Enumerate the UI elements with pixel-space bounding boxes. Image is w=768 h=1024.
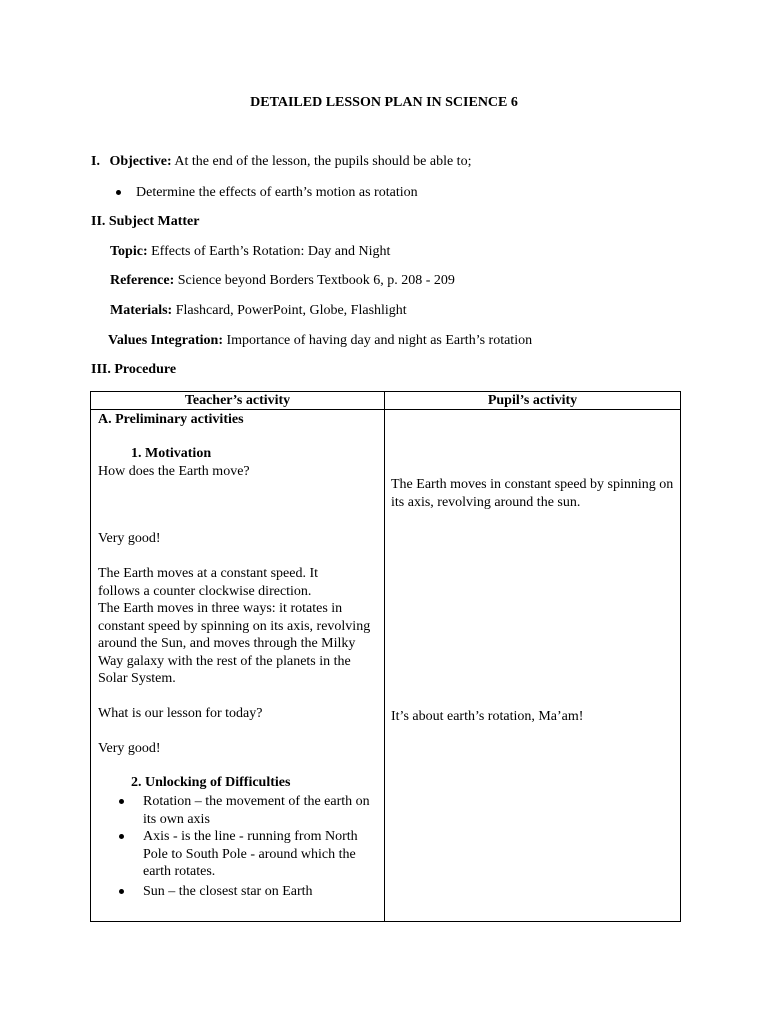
explanation-para-2: The Earth moves in three ways: it rotates in constant speed by spinning on its axis, revolving around the Sun, and moves through the Milky Way galaxy with the rest of the planets in the Solar System. — [98, 601, 371, 686]
materials-value: Flashcard, PowerPoint, Globe, Flashlight — [175, 303, 407, 318]
table-row — [91, 410, 681, 922]
bullet-icon — [119, 799, 124, 804]
procedure-heading: III. Procedure — [91, 362, 177, 377]
teacher-column-header: Teacher’s activity — [91, 392, 385, 410]
explanation-para-1: The Earth moves at a constant speed. It follows a counter clockwise direction. — [98, 566, 319, 599]
topic-line — [110, 243, 390, 261]
pupil-answer-2: It’s about earth’s rotation, Ma’am! — [391, 709, 584, 724]
table-header-row — [91, 392, 681, 410]
teacher-activity-cell — [91, 410, 385, 922]
very-good-2: Very good! — [98, 741, 161, 756]
materials-line — [110, 302, 407, 320]
pupil-activity-cell — [385, 410, 681, 922]
bullet-icon — [119, 889, 124, 894]
preliminary-heading: A. Preliminary activities — [98, 412, 244, 427]
objective-label: Objective: — [109, 154, 172, 169]
topic-value: Effects of Earth’s Rotation: Day and Night — [151, 244, 391, 259]
topic-label: Topic: — [110, 244, 148, 259]
objective-bullet-text: Determine the effects of earth’s motion as rotation — [136, 185, 418, 200]
materials-label: Materials: — [110, 303, 173, 318]
objective-numeral: I. — [91, 154, 100, 169]
bullet-icon — [119, 834, 124, 839]
motivation-heading: 1. Motivation — [131, 446, 212, 461]
pupil-column-header: Pupil’s activity — [385, 392, 681, 410]
reference-label: Reference: — [110, 273, 175, 288]
bullet-icon — [116, 190, 121, 195]
lesson-question: What is our lesson for today? — [98, 706, 263, 721]
values-integration-label: Values Integration: — [108, 333, 223, 348]
difficulty-sun: Sun – the closest star on Earth — [143, 884, 313, 899]
pupil-answer-1: The Earth moves in constant speed by spinning on its axis, revolving around the sun. — [391, 477, 674, 510]
subject-matter-heading: II. Subject Matter — [91, 214, 200, 229]
objective-text: At the end of the lesson, the pupils should be able to; — [174, 154, 472, 169]
page-title: DETAILED LESSON PLAN IN SCIENCE 6 — [250, 95, 518, 110]
values-integration-line — [108, 332, 532, 350]
motivation-question: How does the Earth move? — [98, 464, 250, 479]
very-good-1: Very good! — [98, 531, 161, 546]
difficulty-axis: Axis - is the line - running from North Pole to South Pole - around which the earth rotates. — [143, 829, 358, 879]
procedure-table — [90, 391, 681, 922]
objective-line — [91, 153, 471, 171]
reference-line — [110, 272, 455, 290]
reference-value: Science beyond Borders Textbook 6, p. 208 - 209 — [177, 273, 455, 288]
difficulty-rotation: Rotation – the movement of the earth on its own axis — [143, 794, 370, 827]
unlocking-heading: 2. Unlocking of Difficulties — [131, 775, 291, 790]
values-integration-value: Importance of having day and night as Earth’s rotation — [226, 333, 533, 348]
